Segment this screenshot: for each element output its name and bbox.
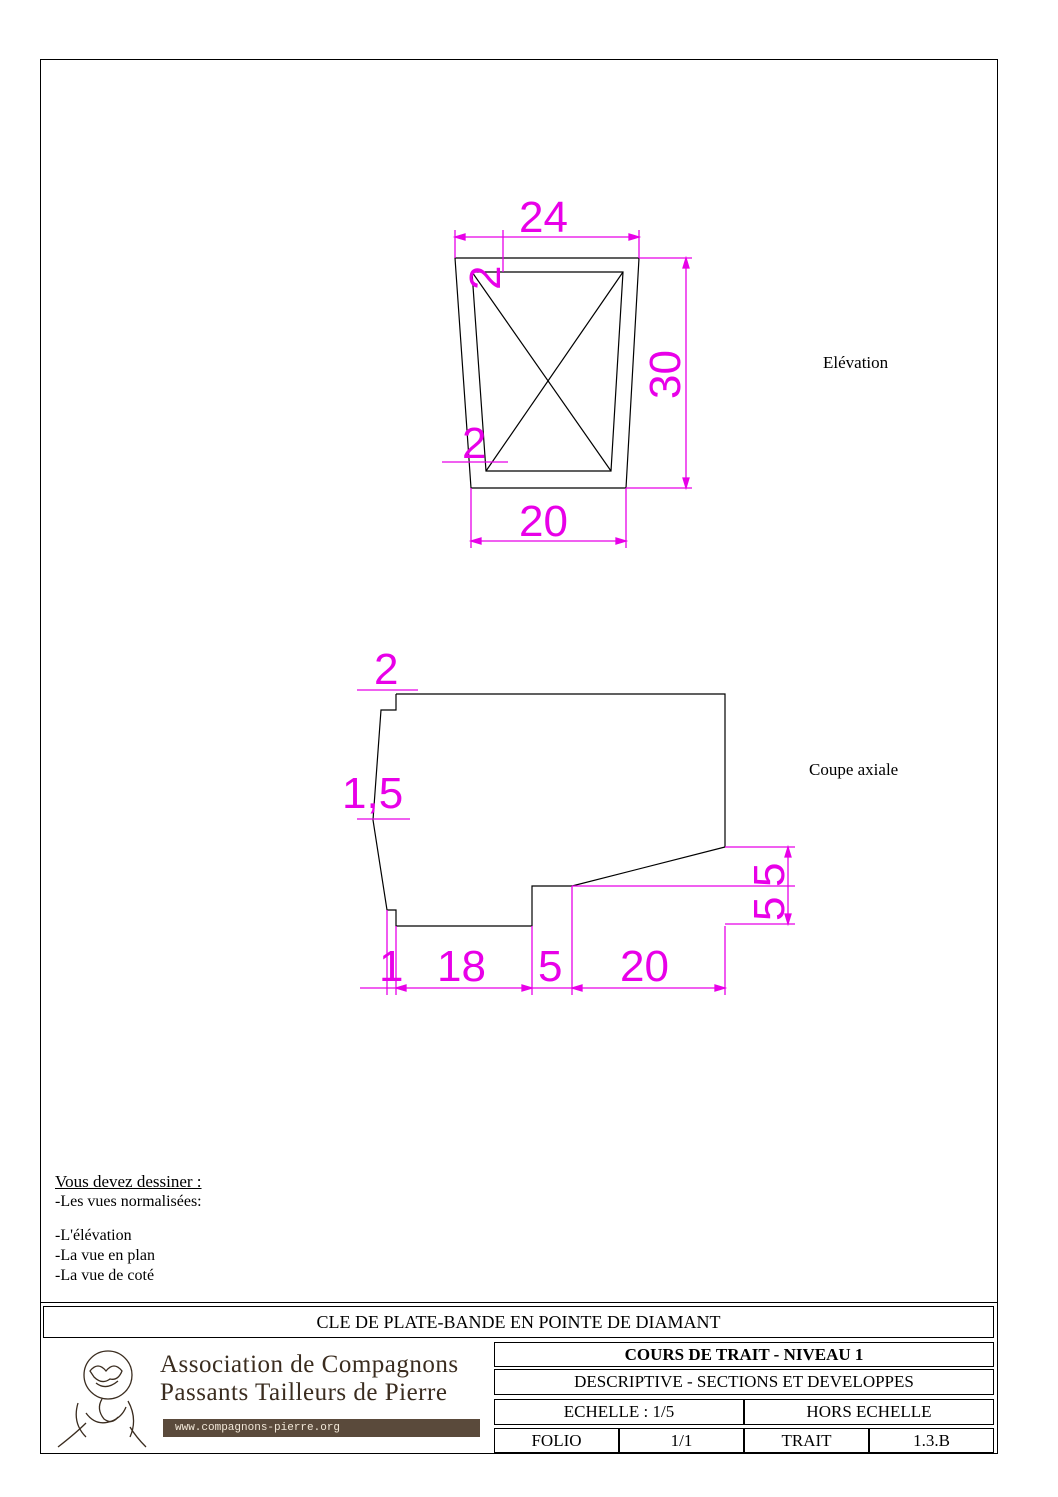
section-view [373, 694, 725, 926]
craftsman-head-icon [50, 1343, 160, 1453]
scale-note-cell: HORS ECHELLE [744, 1399, 994, 1425]
folio-label-cell: FOLIO [494, 1428, 619, 1453]
elevation-inner-outline [472, 272, 623, 471]
dim-section-bottom-3: 5 [538, 942, 563, 991]
elevation-diagonal [486, 272, 623, 471]
instructions [55, 1172, 202, 1286]
type-value-cell: 1.3.B [869, 1428, 994, 1453]
arrow-head [629, 234, 639, 240]
section-outline [373, 694, 725, 926]
arrow-head [471, 538, 481, 544]
arrow-head [455, 234, 465, 240]
instructions-subtitle: -Les vues normalisées: [55, 1193, 202, 1210]
drawing-title: CLE DE PLATE-BANDE EN POINTE DE DIAMANT [43, 1306, 994, 1338]
dim-section-top-step: 2 [374, 645, 399, 694]
dim-section-right-a: 5 [745, 862, 794, 887]
section-dimensions [357, 690, 795, 995]
dim-elevation-margin-bottom: 2 [462, 419, 487, 468]
elevation-diagonal [472, 272, 611, 471]
section-label: Coupe axiale [809, 760, 899, 779]
logo-url: www.compagnons-pierre.org [163, 1419, 480, 1437]
arrow-head [683, 478, 689, 488]
dim-elevation-top: 24 [519, 193, 568, 242]
instructions-item: -L'élévation [55, 1227, 132, 1244]
dim-section-bottom-4: 20 [620, 942, 669, 991]
logo-line-1: Association de Compagnons [160, 1351, 459, 1378]
arrow-head [785, 847, 791, 857]
dim-section-offset: 1,5 [342, 769, 404, 818]
type-label-cell: TRAIT [744, 1428, 869, 1453]
arrow-head [683, 258, 689, 268]
folio-value-cell: 1/1 [619, 1428, 744, 1453]
arrow-head [715, 985, 725, 991]
elevation-label: Elévation [823, 353, 889, 372]
arrow-head [616, 538, 626, 544]
dim-section-bottom-2: 18 [437, 942, 486, 991]
instructions-item: -La vue de coté [55, 1267, 155, 1284]
dim-section-bottom-1: 1 [379, 942, 404, 991]
dim-section-right-b: 5 [745, 896, 794, 921]
instructions-item: -La vue en plan [55, 1247, 155, 1264]
arrow-head [522, 985, 532, 991]
logo-line-2: Passants Tailleurs de Pierre [160, 1379, 448, 1406]
association-logo [50, 1343, 490, 1453]
course-cell: COURS DE TRAIT - NIVEAU 1 [494, 1342, 994, 1367]
subject-cell: DESCRIPTIVE - SECTIONS ET DEVELOPPES [494, 1369, 994, 1395]
dim-elevation-height: 30 [641, 350, 690, 399]
dim-elevation-bottom: 20 [519, 497, 568, 546]
scale-cell: ECHELLE : 1/5 [494, 1399, 744, 1425]
arrow-head [572, 985, 582, 991]
instructions-title: Vous devez dessiner : [55, 1172, 202, 1191]
dim-elevation-margin-top: 2 [461, 265, 510, 290]
